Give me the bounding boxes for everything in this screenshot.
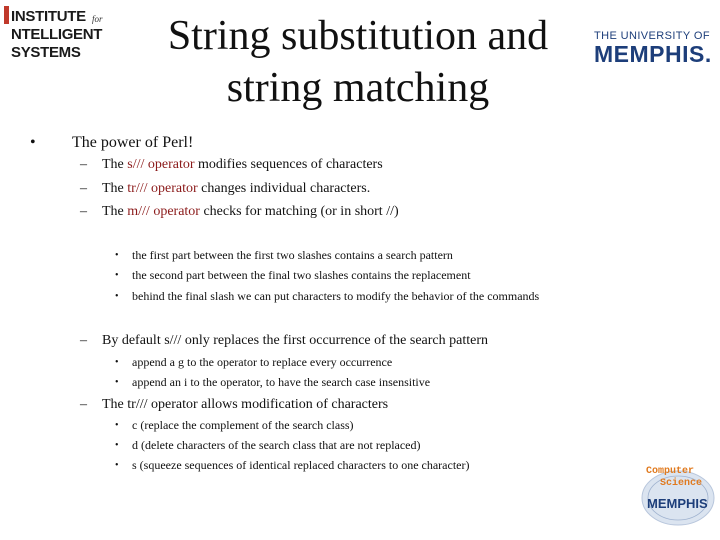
university-logo xyxy=(592,30,716,70)
cs-logo-graphic xyxy=(638,458,718,526)
sub-bullet-marker: • xyxy=(115,460,119,471)
dash-marker: – xyxy=(80,204,87,219)
dash-marker: – xyxy=(80,181,87,196)
dash-marker: – xyxy=(80,333,87,348)
sub-bullet-marker: • xyxy=(115,250,119,261)
operator-item-tr xyxy=(102,181,370,197)
sub-bullet-marker: • xyxy=(115,357,119,368)
tr-operator-item: The tr/// operator allows modification of characters xyxy=(102,397,389,412)
bullet-marker: • xyxy=(30,134,36,151)
dash-marker: – xyxy=(80,397,87,412)
item-text: changes individual characters. xyxy=(197,181,371,196)
cs-logo-line-1: Computer xyxy=(646,466,695,477)
cs-logo-line-3: MEMPHIS xyxy=(647,496,708,511)
university-logo-line-1: THE UNIVERSITY OF xyxy=(594,30,710,42)
operator-name: m/// operator xyxy=(127,204,200,219)
sub-bullet-text: behind the final slash we can put characters to modify the behavior of the commands xyxy=(132,289,540,303)
item-text: The xyxy=(102,157,128,172)
dash-marker: – xyxy=(80,157,87,172)
sub-bullet-text: s (squeeze sequences of identical replaced characters to one character) xyxy=(132,458,470,472)
operator-item-s xyxy=(102,157,383,173)
item-text: checks for matching (or in short //) xyxy=(199,204,399,219)
slide-title xyxy=(150,10,566,114)
logo-line-2: NTELLIGENT xyxy=(11,26,103,43)
sub-bullet-text: the second part between the final two slashes contains the replacement xyxy=(132,268,471,282)
operator-name: tr/// operator xyxy=(127,181,198,196)
item-text: The xyxy=(102,204,128,219)
logo-accent-bar xyxy=(4,6,9,24)
sub-bullet-text: c (replace the complement of the search class) xyxy=(132,418,354,432)
computer-science-logo xyxy=(638,458,718,526)
sub-bullet-marker: • xyxy=(115,291,119,302)
operator-item-m xyxy=(102,204,399,220)
item-text: modifies sequences of characters xyxy=(194,157,383,172)
sub-bullet-text: the first part between the first two slashes contains a search pattern xyxy=(132,248,453,262)
title-line-2: string matching xyxy=(226,65,490,111)
sub-bullet-text: d (delete characters of the search class that are not replaced) xyxy=(132,438,421,452)
sub-bullet-marker: • xyxy=(115,420,119,431)
title-line-1: String substitution and xyxy=(167,13,549,59)
sub-bullet-marker: • xyxy=(115,377,119,388)
default-behavior-item: By default s/// only replaces the first occurrence of the search pattern xyxy=(102,333,489,348)
bullet-text: The power of Perl! xyxy=(72,134,194,151)
operator-name: s/// operator xyxy=(127,157,195,172)
sub-bullet-text: append an i to the operator, to have the search case insensitive xyxy=(132,375,431,389)
logo-line-3: SYSTEMS xyxy=(11,44,81,61)
item-text: The xyxy=(102,181,128,196)
sub-bullet-text: append a g to the operator to replace every occurrence xyxy=(132,355,393,369)
sub-bullet-marker: • xyxy=(115,440,119,451)
university-logo-line-2: MEMPHIS. xyxy=(594,41,712,67)
institute-logo xyxy=(4,4,124,64)
cs-logo-line-2: Science xyxy=(660,478,703,489)
logo-line-1: INSTITUTE xyxy=(11,8,86,25)
logo-for: for xyxy=(92,14,103,24)
sub-bullet-marker: • xyxy=(115,270,119,281)
